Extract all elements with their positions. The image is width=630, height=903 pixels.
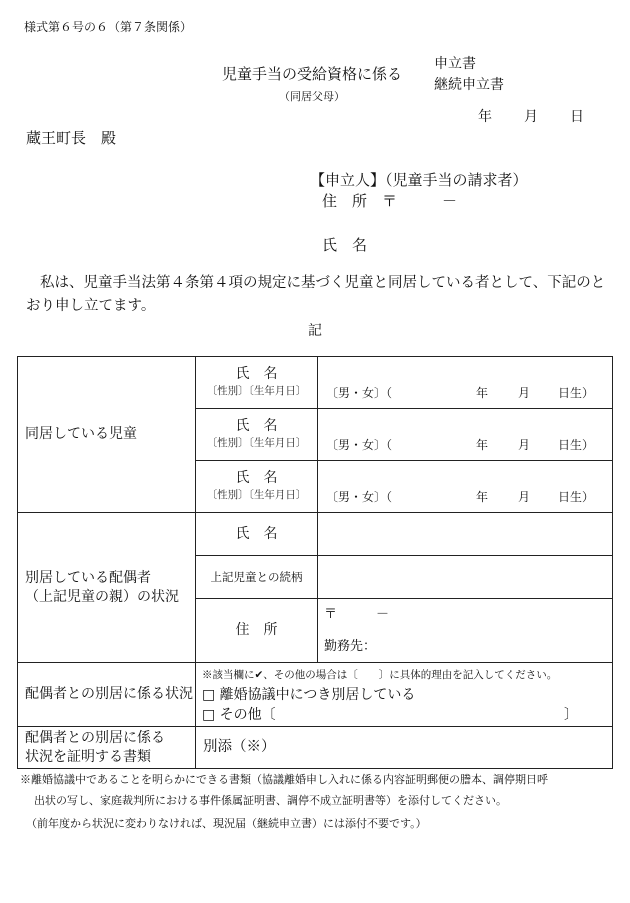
child-1-label	[196, 357, 318, 409]
child-3-sex-options: 〔男・女〕（	[326, 490, 393, 504]
option-continuing-application: 継続申立書	[434, 77, 504, 93]
footnote-line-2: 出状の写し、家庭裁判所における事件係属証明書、調停不成立証明書等）を添付してください。	[34, 794, 507, 807]
spouse-relation-label: 上記児童との続柄	[196, 556, 318, 599]
situation-option-other[interactable]	[202, 705, 612, 725]
child-1-sex-dob-label: 〔性別〕〔生年月日〕	[206, 384, 307, 397]
option-application: 申立書	[434, 56, 476, 72]
child-1-day: 日生）	[558, 386, 595, 400]
child-2-sex-dob-label: 〔性別〕〔生年月日〕	[206, 436, 307, 449]
child-1-year: 年	[476, 386, 489, 400]
situation-other-close: 〕	[564, 706, 578, 723]
child-1-month: 月	[518, 386, 531, 400]
ki-heading: 記	[308, 323, 322, 339]
child-1-value[interactable]	[318, 357, 613, 409]
details-table	[17, 356, 613, 769]
situation-value[interactable]	[196, 663, 613, 727]
spouse-label-line1: 別居している配偶者	[25, 569, 151, 586]
child-2-year: 年	[476, 438, 489, 452]
child-2-month: 月	[518, 438, 531, 452]
child-2-label	[196, 409, 318, 461]
child-1-name-label: 氏 名	[235, 365, 278, 382]
spouse-workplace: 勤務先：	[324, 638, 377, 654]
child-3-value[interactable]	[318, 461, 613, 513]
spouse-name-label: 氏 名	[196, 513, 318, 556]
form-number: 様式第６号の６（第７条関係）	[24, 20, 193, 34]
child-3-sex-dob-label: 〔性別〕〔生年月日〕	[206, 488, 307, 501]
child-1-sex-options: 〔男・女〕（	[326, 386, 393, 400]
child-3-name-label: 氏 名	[235, 469, 278, 486]
child-2-sex-options: 〔男・女〕（	[326, 438, 393, 452]
child-2-day: 日生）	[558, 438, 595, 452]
footnote-line-1: ※離婚協議中であることを明らかにできる書類（協議離婚申し入れに係る内容証明郵便の謄本、調停期日呼	[20, 773, 548, 786]
form-title: 児童手当の受給資格に係る	[222, 65, 403, 83]
documents-label-line2: 状況を証明する書類	[25, 748, 151, 765]
situation-label: 配偶者との別居に係る状況	[18, 663, 196, 727]
applicant-heading: 【申立人】（児童手当の請求者）	[310, 171, 528, 189]
child-3-month: 月	[518, 490, 531, 504]
situation-other-label: □ その他〔	[202, 706, 276, 723]
date-day-label: 日	[570, 109, 584, 125]
spouse-address-value[interactable]	[318, 599, 613, 663]
declaration-text: 私は、児童手当法第４条第４項の規定に基づく児童と同居している者として、下記のとおり申し立てます。	[26, 275, 606, 314]
footnote-line-3: （前年度から状況に変わりなければ、現況届（継続申立書）には添付不要です。）	[26, 817, 427, 830]
addressee: 蔵王町長 殿	[26, 129, 117, 147]
child-2-value[interactable]	[318, 409, 613, 461]
situation-note: ※該当欄に✔、その他の場合は〔 〕に具体的理由を記入してください。	[202, 668, 558, 681]
documents-label	[18, 727, 196, 769]
date-year-label: 年	[478, 109, 492, 125]
documents-value: 別添（※）	[196, 727, 613, 769]
spouse-label	[18, 513, 196, 663]
situation-option-divorce[interactable]: □ 離婚協議中につき別居している	[202, 686, 416, 703]
spouse-postal: 〒 －	[324, 606, 390, 622]
spouse-address-label: 住 所	[196, 599, 318, 663]
child-3-year: 年	[476, 490, 489, 504]
spouse-name-value[interactable]	[318, 513, 613, 556]
children-label: 同居している児童	[18, 357, 196, 513]
child-3-label	[196, 461, 318, 513]
child-2-name-label: 氏 名	[235, 417, 278, 434]
spouse-label-line2: （上記児童の親）の状況	[25, 588, 179, 605]
child-3-day: 日生）	[558, 490, 595, 504]
applicant-name-field: 氏 名	[322, 236, 368, 254]
form-subtitle: （同居父母）	[279, 90, 345, 103]
documents-label-line1: 配偶者との別居に係る	[25, 729, 165, 746]
date-line	[478, 106, 584, 126]
applicant-address-field: 住 所 〒 －	[322, 192, 458, 210]
spouse-relation-value[interactable]	[318, 556, 613, 599]
date-month-label: 月	[524, 109, 538, 125]
